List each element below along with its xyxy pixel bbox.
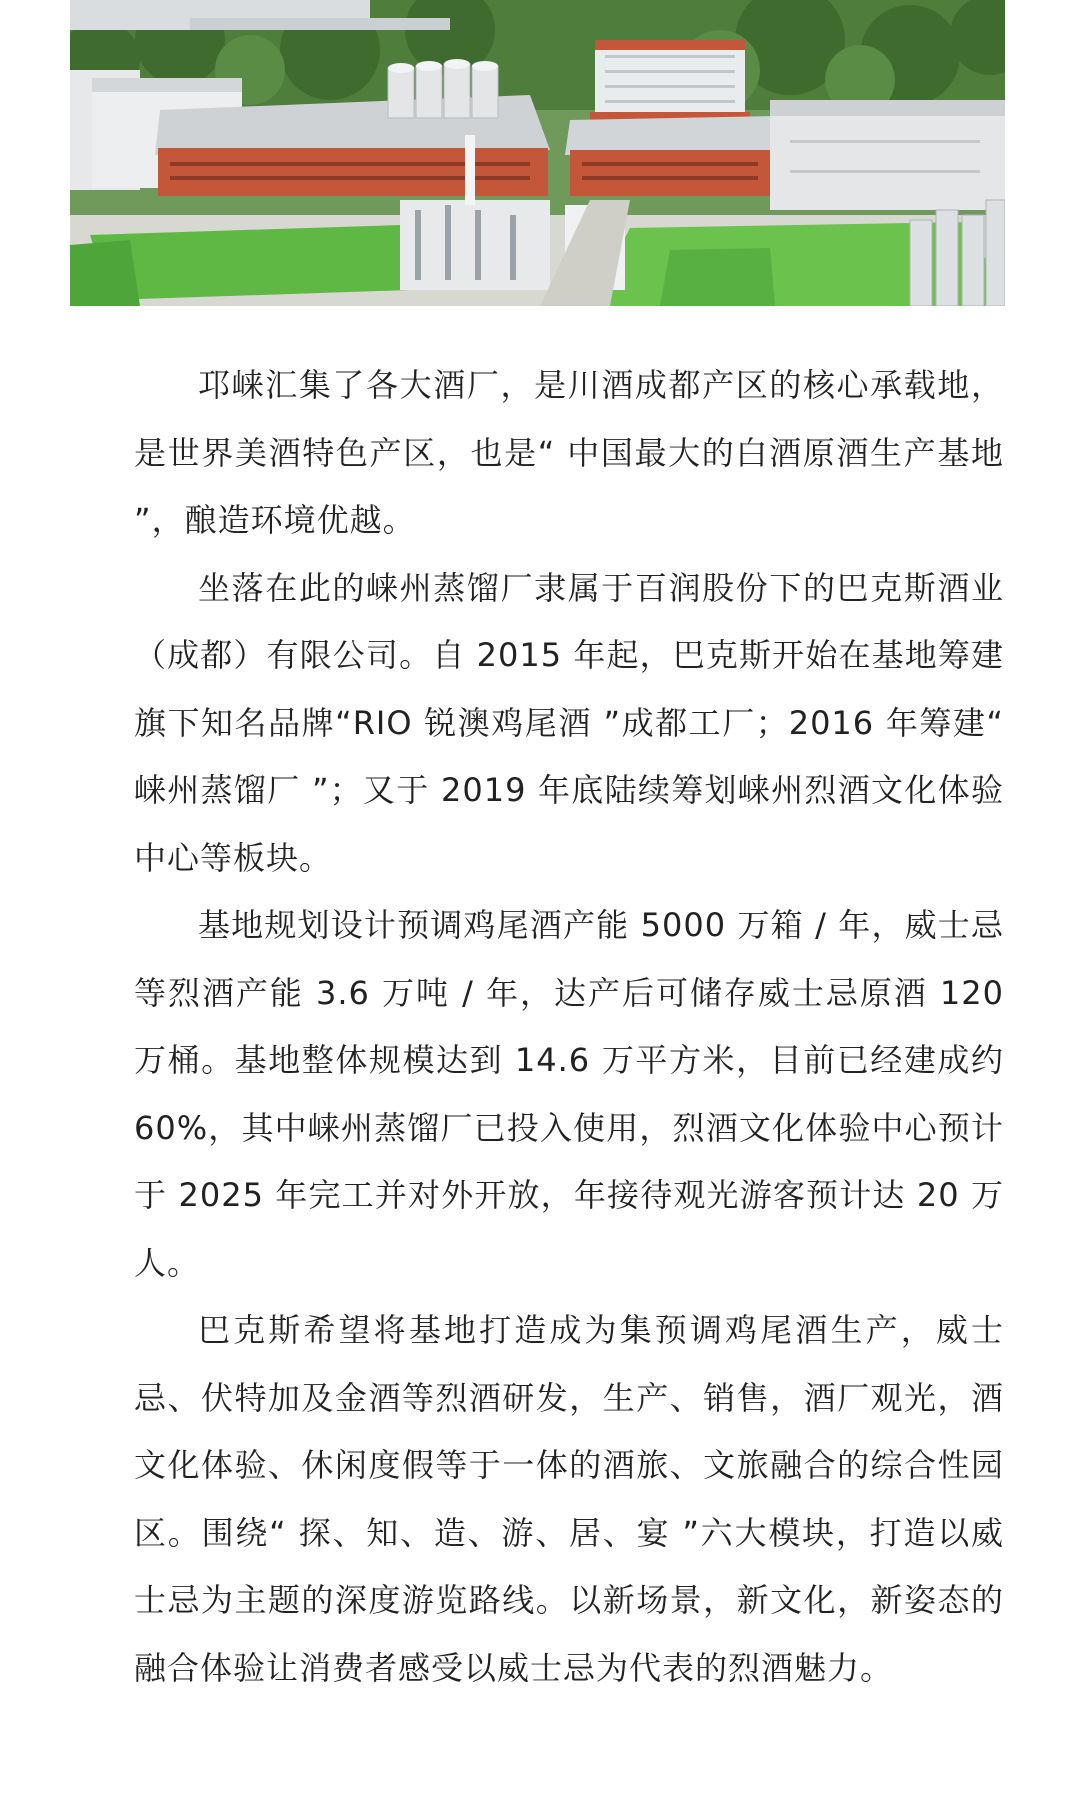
factory-aerial-photo: [70, 0, 1005, 306]
paragraph-vision: 巴克斯希望将基地打造成为集预调鸡尾酒生产，威士忌、伏特加及金酒等烈酒研发，生产、销售，酒厂观光，酒文化体验、休闲度假等于一体的酒旅、文旅融合的综合性园区。围绕“ 探、知、造、游、居、宴 ”六大模块，打造以威士忌为主题的深度游览路线。以新场景，新文化，新姿态的融合体验让消费者感受以威士忌为代表的烈酒魅力。: [134, 1311, 1004, 1687]
article-body: [134, 352, 1004, 1702]
factory-photo-icon: [70, 0, 1005, 306]
paragraph-distillery: 坐落在此的崃州蒸馏厂隶属于百润股份下的巴克斯酒业（成都）有限公司。自 2015 年起，巴克斯开始在基地筹建旗下知名品牌“RIO 锐澳鸡尾酒 ”成都工厂；2016 年筹建“ 崃州蒸馏厂 ”；又于 2019 年底陆续筹划崃州烈酒文化体验中心等板块。: [134, 568, 1004, 877]
paragraph-capacity: 基地规划设计预调鸡尾酒产能 5000 万箱 / 年，威士忌等烈酒产能 3.6 万吨 / 年，达产后可储存威士忌原酒 120 万桶。基地整体规模达到 14.6 万平方米，目前已经建成约 60%，其中崃州蒸馏厂已投入使用，烈酒文化体验中心预计于 2025 年完工并对外开放，年接待观光游客预计达 20 万人。: [134, 906, 1004, 1282]
paragraph-intro: 邛崃汇集了各大酒厂，是川酒成都产区的核心承载地，是世界美酒特色产区，也是“ 中国最大的白酒原酒生产基地 ”，酿造环境优越。: [134, 366, 1004, 539]
